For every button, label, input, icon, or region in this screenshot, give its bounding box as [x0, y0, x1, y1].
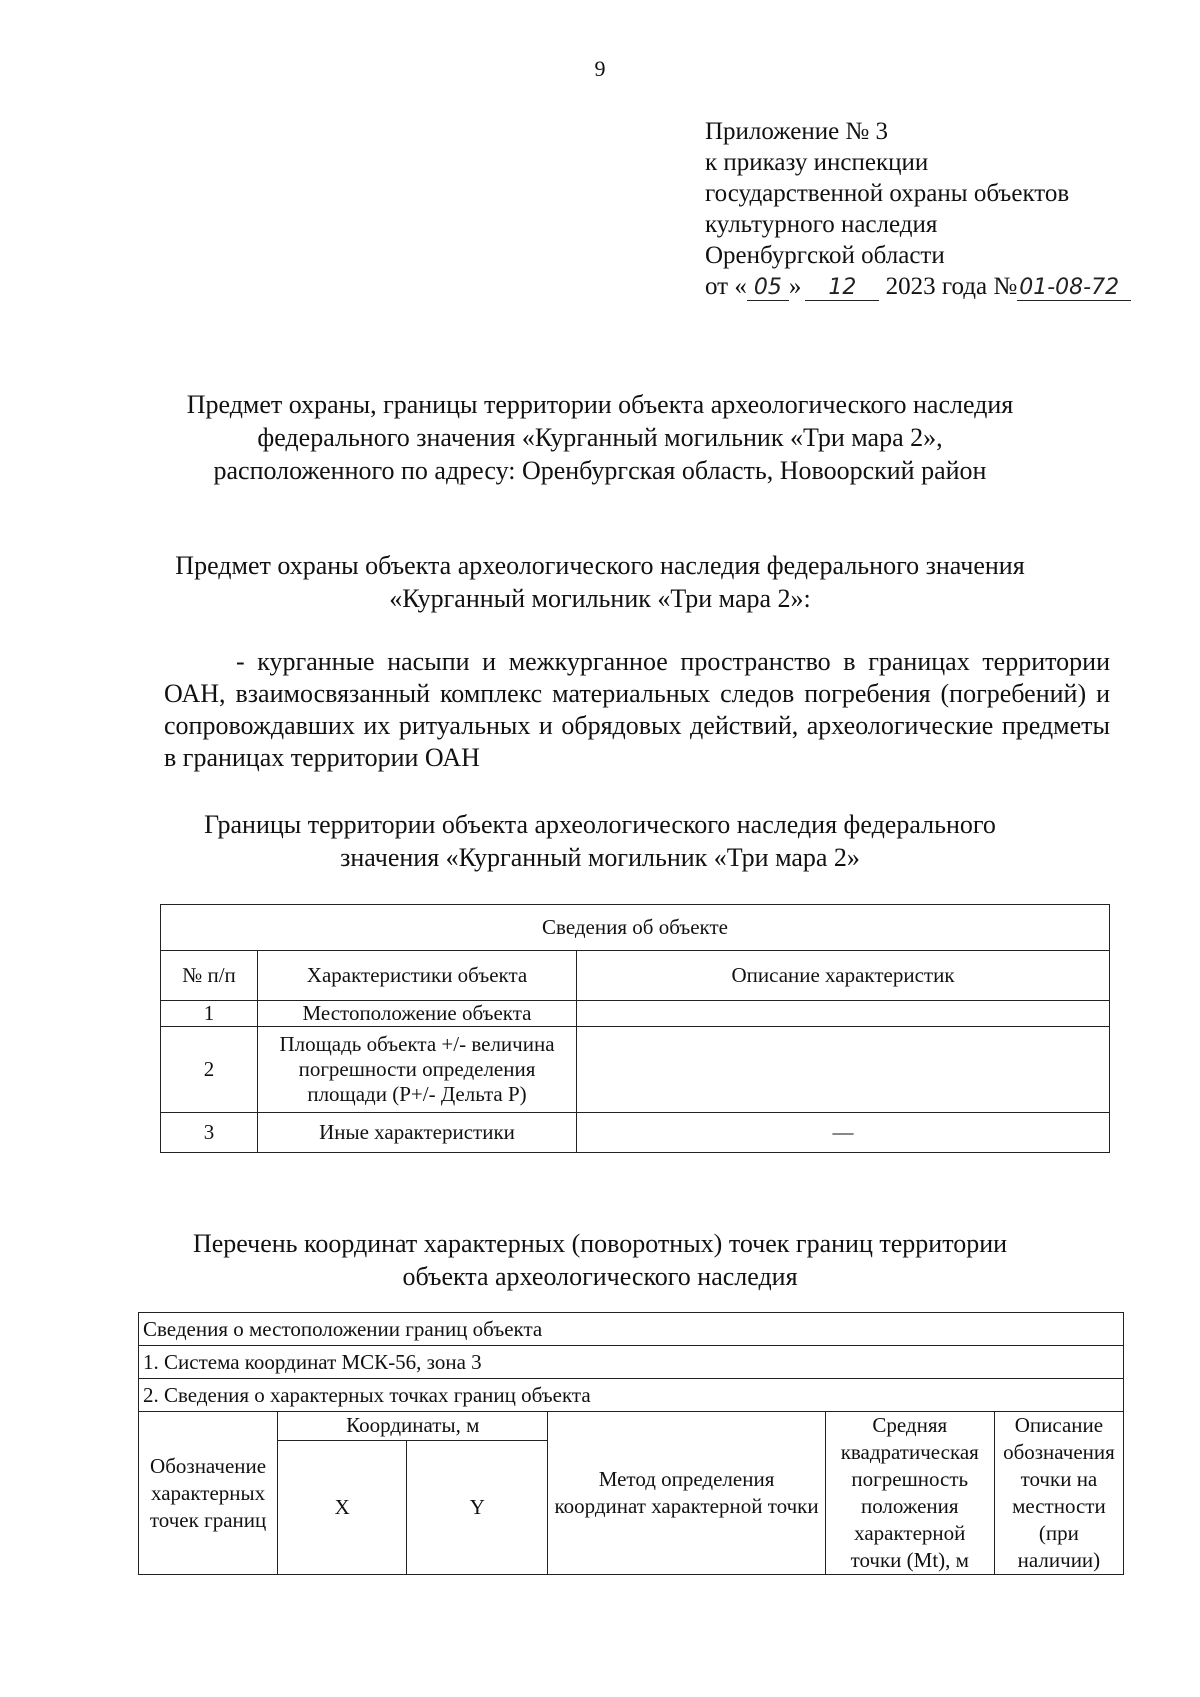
document-title	[100, 388, 1100, 487]
handwritten-order-number: 01-08-72	[1017, 276, 1131, 301]
title-line: расположенного по адресу: Оренбургская область, Новоорский район	[213, 456, 987, 485]
borders-heading	[100, 808, 1100, 874]
appendix-line: государственной охраны объектов	[705, 180, 1070, 207]
appendix-date-line	[705, 271, 1175, 302]
title-line: федерального значения «Курганный могильник «Три мара 2»,	[257, 423, 943, 452]
appendix-line: Оренбургской области	[705, 242, 945, 269]
coordinate-system-row: 1. Система координат МСК-56, зона 3	[139, 1346, 1124, 1379]
heading-line: объекта археологического наследия	[402, 1262, 798, 1291]
table-header: Средняя квадратическая погрешность положения характерной точки (Mt), м	[825, 1412, 994, 1575]
table-header: Координаты, м	[278, 1412, 548, 1441]
table-header: X	[278, 1440, 407, 1574]
table-header: Характеристики объекта	[258, 951, 577, 1001]
heading-line: Предмет охраны объекта археологического наследия федерального значения	[175, 551, 1025, 580]
coordinates-table	[138, 1312, 1124, 1575]
table-header: Описание характеристик	[577, 951, 1110, 1001]
table-cell: 2	[161, 1027, 258, 1113]
table-header: Y	[407, 1440, 548, 1574]
table-header: № п/п	[161, 951, 258, 1001]
appendix-line: к приказу инспекции	[705, 149, 929, 176]
table-cell: 1	[161, 1001, 258, 1027]
table-row	[161, 1001, 1110, 1027]
handwritten-month: 12	[805, 276, 879, 301]
table-row	[161, 1113, 1110, 1153]
table-cell	[577, 1001, 1110, 1027]
table-header: Метод определения координат характерной точки	[548, 1412, 825, 1575]
table-cell: 3	[161, 1113, 258, 1153]
table-cell: Площадь объекта +/- величина погрешности определения площади (Р+/- Дельта Р)	[258, 1027, 577, 1113]
table-cell	[577, 1027, 1110, 1113]
subject-body: - курганные насыпи и межкурганное пространство в границах территории ОАН, взаимосвязанный комплекс материальных следов погребения (погребений) и сопровождавших их ритуальных и обрядовых действий, археологические предметы в границах территории ОАН	[164, 647, 1110, 772]
coordinates-heading	[100, 1227, 1100, 1293]
table-cell: Иные характеристики	[258, 1113, 577, 1153]
table-row	[161, 1027, 1110, 1113]
heading-line: «Курганный могильник «Три мара 2»:	[389, 584, 811, 613]
table-cell: Местоположение объекта	[258, 1001, 577, 1027]
appendix-line: культурного наследия	[705, 211, 938, 238]
date-year: 2023 года №	[879, 273, 1018, 300]
table-header: Описание обозначения точки на местности (при наличии)	[994, 1412, 1123, 1575]
table-caption: Сведения об объекте	[161, 905, 1110, 951]
appendix-block	[705, 116, 1175, 302]
points-info-row: 2. Сведения о характерных точках границ объекта	[139, 1379, 1124, 1412]
table-caption: Сведения о местоположении границ объекта	[139, 1313, 1124, 1346]
heading-line: значения «Курганный могильник «Три мара 2»	[340, 843, 860, 872]
table-cell: —	[577, 1113, 1110, 1153]
date-separator: »	[788, 273, 802, 300]
appendix-line: Приложение № 3	[705, 118, 889, 145]
heading-line: Границы территории объекта археологического наследия федерального	[204, 810, 996, 839]
heading-line: Перечень координат характерных (поворотных) точек границ территории	[192, 1229, 1008, 1258]
handwritten-day: 05	[747, 276, 789, 301]
page-number: 9	[594, 56, 606, 81]
table-header: Обозначение характерных точек границ	[139, 1412, 278, 1575]
date-prefix: от «	[705, 273, 747, 300]
subject-heading	[100, 549, 1100, 615]
title-line: Предмет охраны, границы территории объекта археологического наследия	[186, 390, 1014, 419]
object-info-table	[160, 904, 1110, 1153]
